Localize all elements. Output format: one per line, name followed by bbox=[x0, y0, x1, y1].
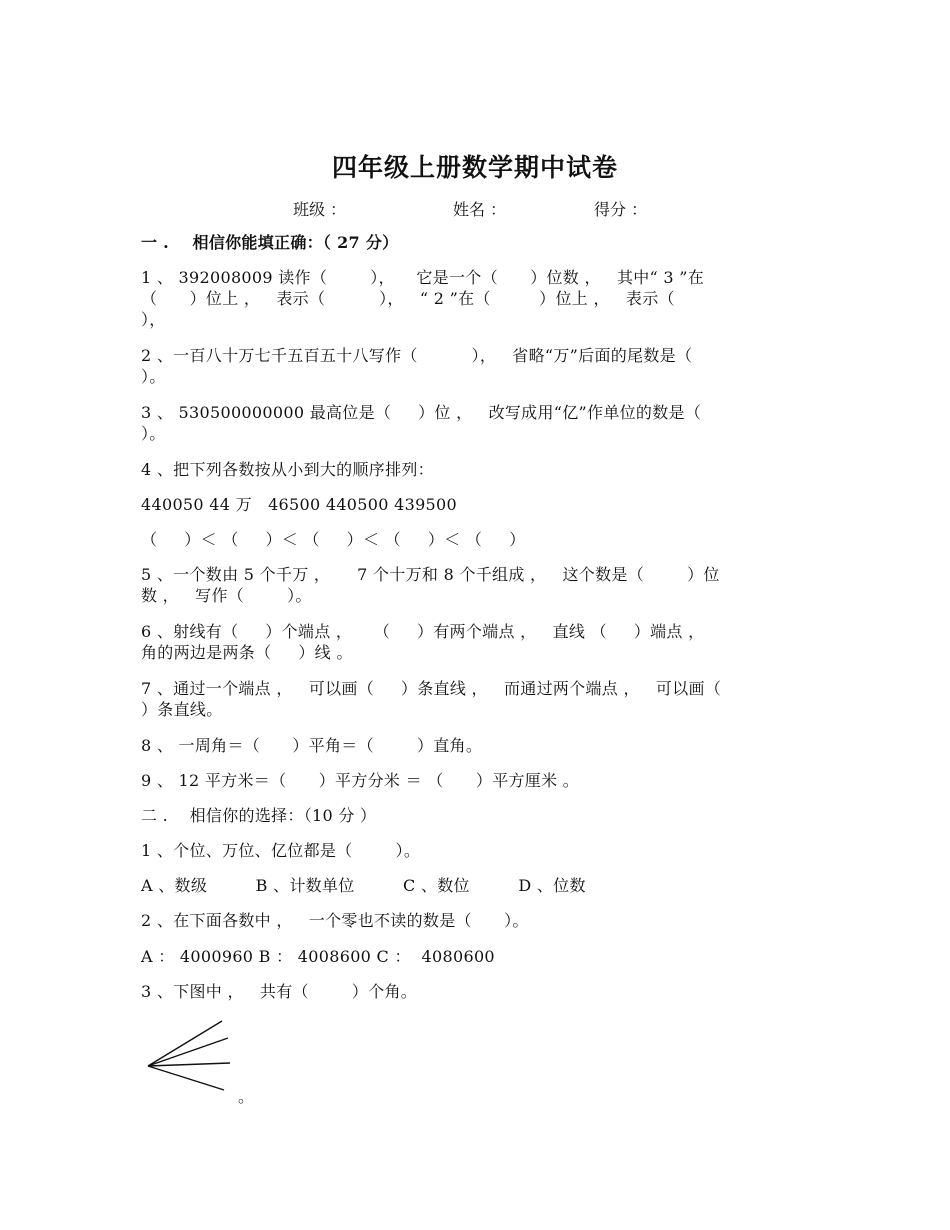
class-label: 班级 ： bbox=[293, 200, 347, 219]
choice-question-1: 1 、个位、万位、亿位都是（ ）。 bbox=[141, 841, 421, 860]
name-label: 姓名 ： bbox=[453, 200, 507, 219]
question-5-line-1: 5 、一个数由 5 个千万 ， 7 个十万和 8 个千组成 ， 这个数是（ ）位 bbox=[141, 565, 720, 584]
question-8: 8 、 一周角＝（ ）平角＝（ ）直角。 bbox=[141, 736, 483, 755]
choice-question-2: 2 、在下面各数中 ， 一个零也不读的数是（ ）。 bbox=[141, 911, 529, 930]
figure-period: 。 bbox=[238, 1087, 255, 1106]
question-6-line-1: 6 、射线有（ ）个端点 ， （ ）有两个端点 ， 直线 （ ）端点 ， bbox=[141, 622, 705, 641]
question-4-line-1: 4 、把下列各数按从小到大的顺序排列： bbox=[141, 460, 434, 479]
question-7-line-2: ）条直线。 bbox=[141, 700, 223, 719]
choice-question-1-options: A 、数级 B 、计数单位 C 、数位 D 、位数 bbox=[141, 876, 586, 895]
ray-4 bbox=[148, 1066, 224, 1090]
question-3-line-2: ）。 bbox=[141, 424, 166, 443]
question-7-line-1: 7 、通过一个端点 ， 可以画（ ）条直线 ， 而通过两个端点 ， 可以画（ bbox=[141, 679, 722, 698]
question-1-line-3: ）， bbox=[141, 310, 166, 329]
choice-question-3: 3 、下图中 ， 共有（ ）个角。 bbox=[141, 982, 418, 1001]
question-3-line-1: 3 、 530500000000 最高位是（ ）位 ， 改写成用“亿”作单位的数是（ bbox=[141, 403, 702, 422]
question-1-line-1: 1 、 392008009 读作（ ）， 它是一个（ ）位数 ， 其中“ 3 ”在 bbox=[141, 268, 705, 287]
section2-heading: 二 . 相信你的选择：（10 分 ） bbox=[141, 806, 377, 825]
question-2-line-1: 2 、一百八十万七千五百五十八写作（ ）， 省略“万”后面的尾数是（ bbox=[141, 346, 693, 365]
question-2-line-2: ）。 bbox=[141, 367, 166, 386]
section1-heading: 一 . 相信你能填正确：（ 27 分） bbox=[141, 233, 399, 252]
question-5-line-2: 数 ， 写作（ ）。 bbox=[141, 586, 312, 605]
question-6-line-2: 角的两边是两条（ ）线 。 bbox=[141, 643, 353, 662]
ray-3 bbox=[148, 1063, 230, 1066]
question-4-numbers: 440050 44 万 46500 440500 439500 bbox=[141, 495, 457, 514]
score-label: 得分 ： bbox=[594, 200, 648, 219]
question-4-blanks: （ ）＜ （ ）＜ （ ）＜ （ ）＜ （ ） bbox=[141, 530, 526, 549]
question-9: 9 、 12 平方米＝（ ）平方分米 ＝ （ ）平方厘米 。 bbox=[141, 771, 580, 790]
question-1-line-2: （ ）位上 ， 表示（ ）， “ 2 ”在（ ）位上 ， 表示（ bbox=[141, 289, 675, 308]
page-title: 四年级上册数学期中试卷 bbox=[331, 153, 618, 182]
choice-question-2-options: A ： 4000960 B ： 4008600 C ： 4080600 bbox=[141, 947, 495, 966]
